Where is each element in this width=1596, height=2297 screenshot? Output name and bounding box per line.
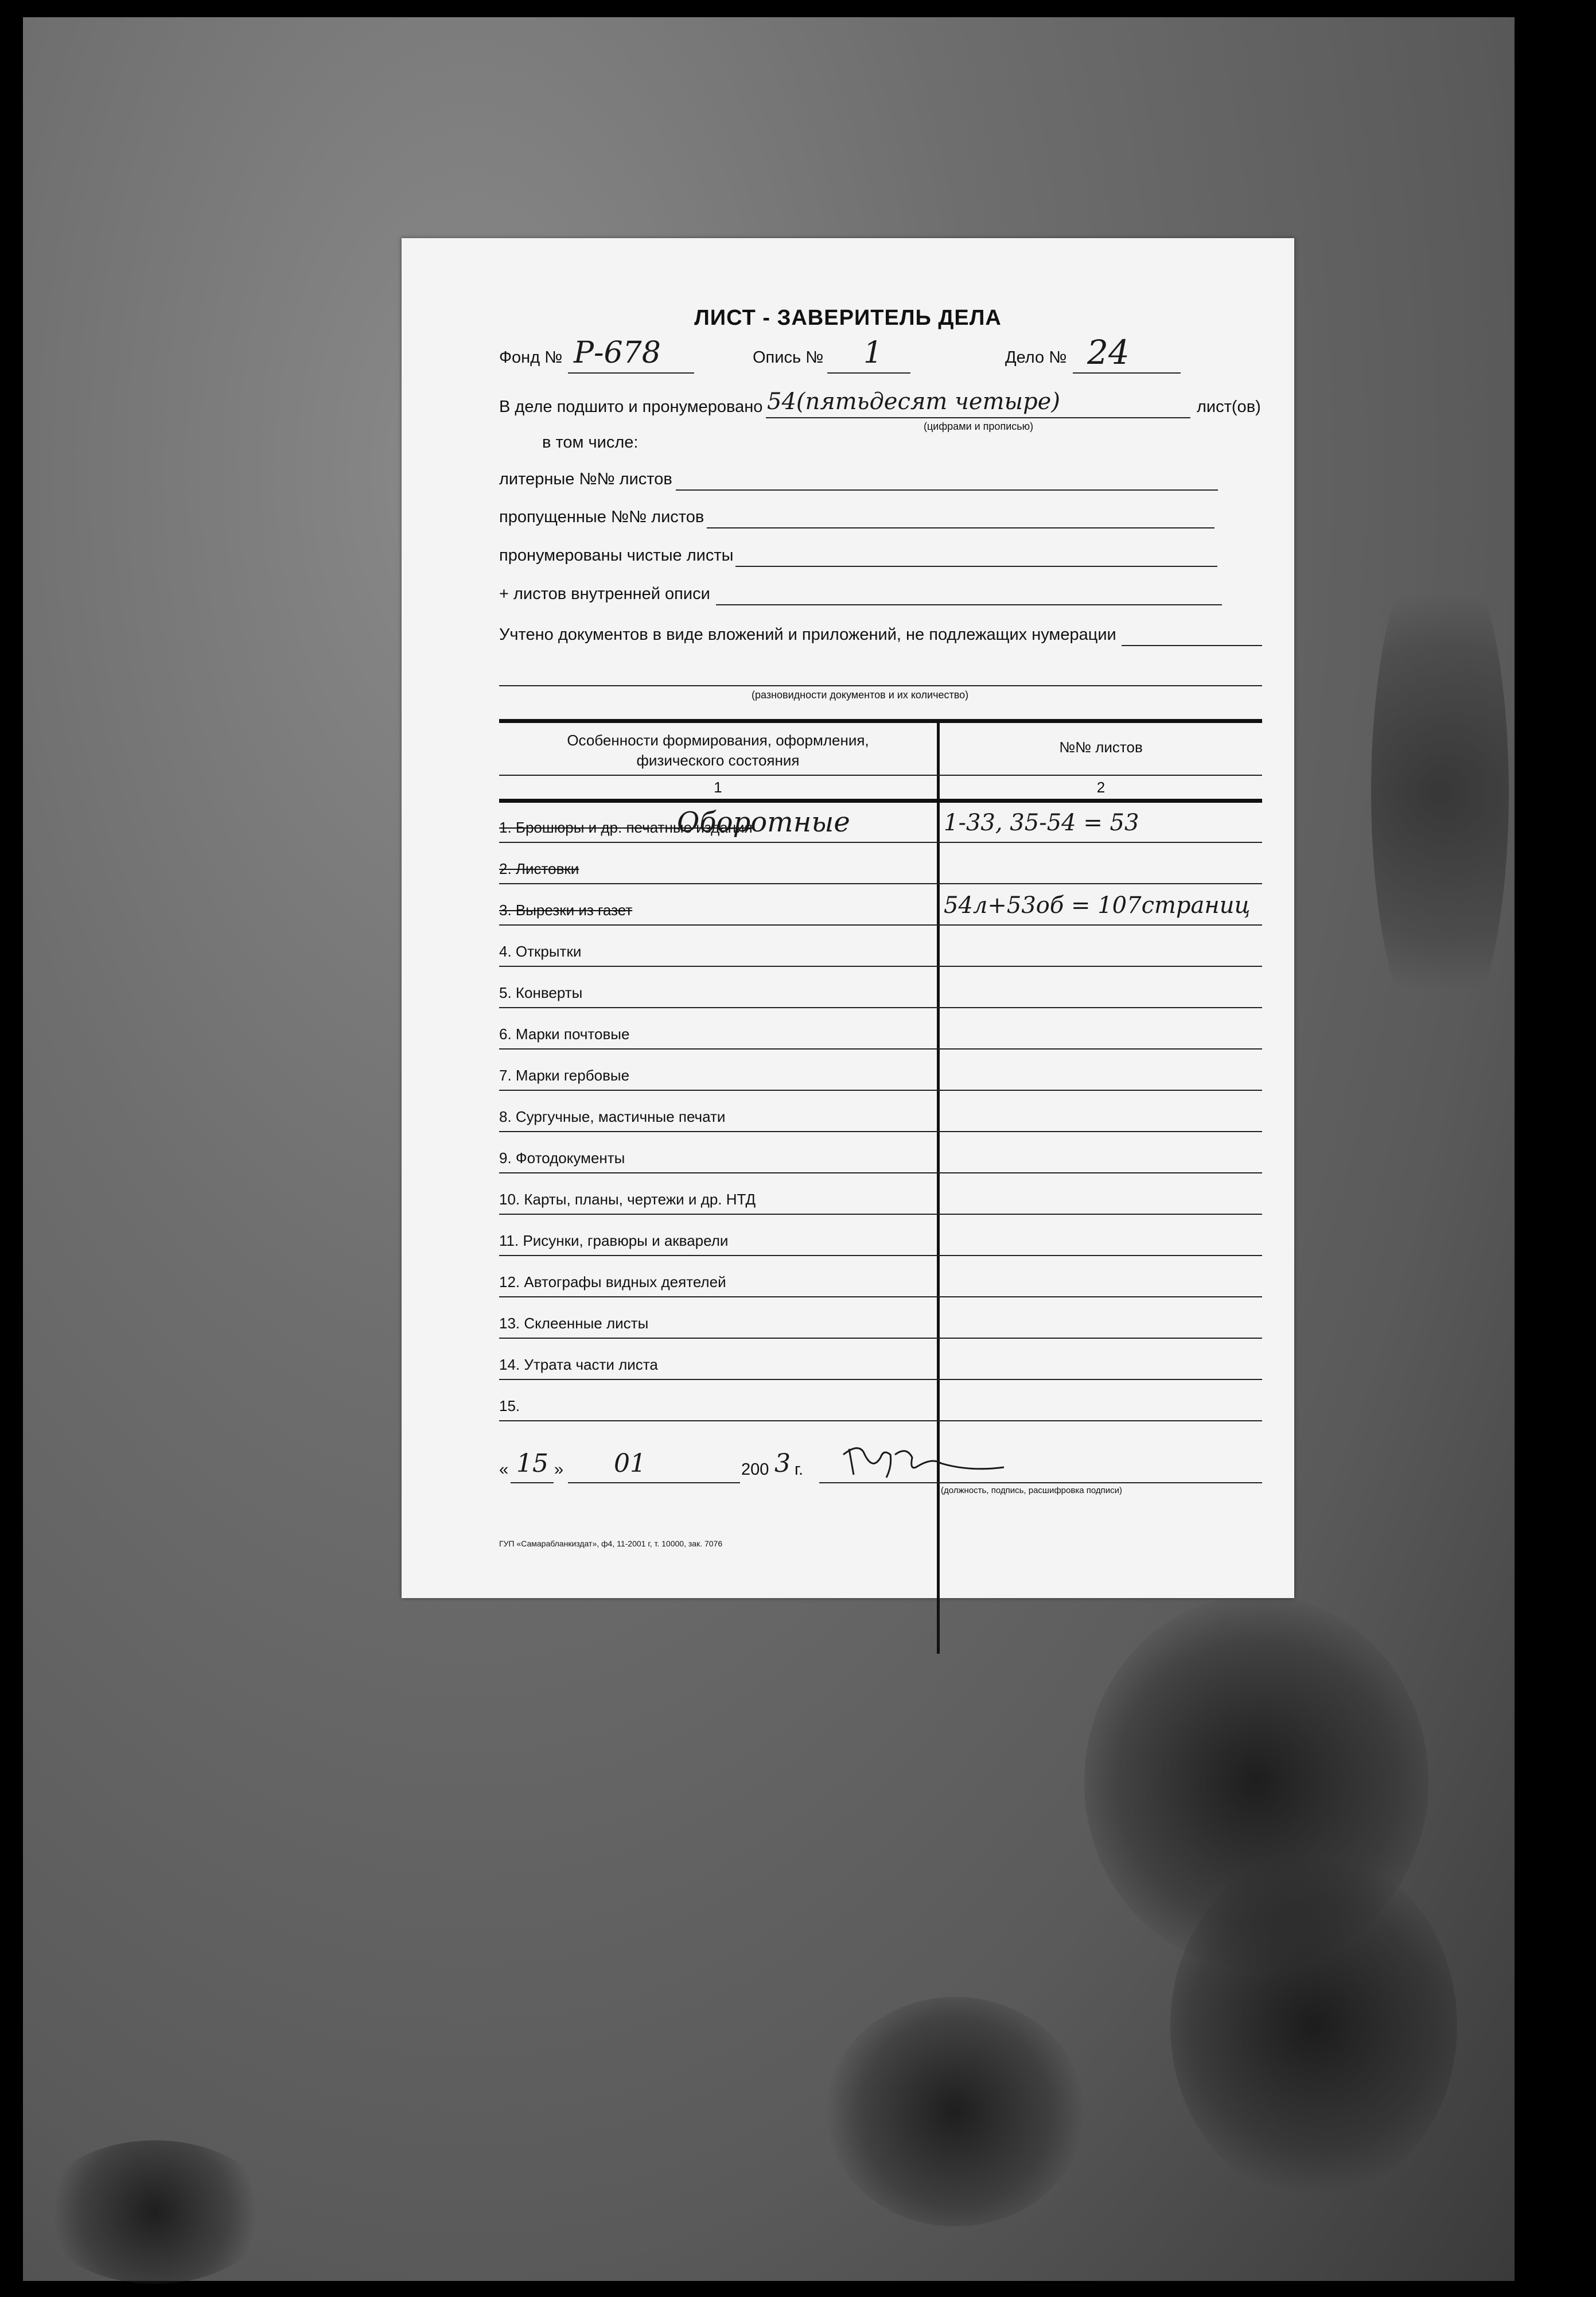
delo-value: 24 xyxy=(1087,333,1130,372)
stain xyxy=(1170,1853,1457,2198)
fond-label: Фонд № xyxy=(499,348,563,367)
row-label: 1. Брошюры и др. печатные издания xyxy=(499,819,753,836)
row-label: 4. Открытки xyxy=(499,943,582,960)
year-prefix: 200 xyxy=(741,1460,769,1479)
quote-close: » xyxy=(554,1460,564,1479)
row-label: 5. Конверты xyxy=(499,984,583,1001)
literal-label: литерные №№ листов xyxy=(499,470,672,488)
stain xyxy=(1371,534,1509,1050)
row-rule xyxy=(499,1296,1262,1297)
podshito-value: 54(пятьдесят четыре) xyxy=(767,388,1060,415)
sign-hint: (должность, подпись, расшифровка подписи) xyxy=(941,1486,1122,1495)
row-rule xyxy=(499,883,1262,884)
delo-label: Дело № xyxy=(1005,348,1067,367)
ucheteno-label: Учтено документов в виде вложений и приложений, не подлежащих нумерации xyxy=(499,625,1116,644)
printer-line: ГУП «Самарабланкиздат», ф4, 11-2001 г, т. 10000, зак. 7076 xyxy=(499,1539,723,1548)
header-rule xyxy=(499,775,1262,776)
row-rule xyxy=(499,1007,1262,1008)
month-line xyxy=(568,1482,740,1483)
row-rule xyxy=(499,1131,1262,1132)
chistye-line xyxy=(735,566,1217,567)
opis-label: Опись № xyxy=(753,348,824,367)
column-divider xyxy=(937,721,940,1654)
fond-value: Р-678 xyxy=(574,336,661,370)
row-label: 12. Автографы видных деятелей xyxy=(499,1273,726,1291)
delo-line xyxy=(1073,372,1181,374)
row-rule xyxy=(499,966,1262,967)
row-label: 14. Утрата части листа xyxy=(499,1356,658,1373)
podshito-label: В деле подшито и пронумеровано xyxy=(499,398,763,416)
col1-header-2: физического состояния xyxy=(636,752,800,769)
chistye-label: пронумерованы чистые листы xyxy=(499,546,734,565)
row-rule xyxy=(499,1338,1262,1339)
date-month: 01 xyxy=(614,1449,646,1478)
propushch-line xyxy=(707,527,1214,528)
row-label: 6. Марки почтовые xyxy=(499,1025,630,1043)
raznovid-hint: (разновидности документов и их количество) xyxy=(752,689,969,701)
listov-suffix: лист(ов) xyxy=(1197,398,1261,416)
opis-line xyxy=(827,372,910,374)
row-value: 54л+53об = 107страниц xyxy=(944,892,1251,919)
certification-sheet xyxy=(402,238,1294,1598)
row-label: 11. Рисунки, гравюры и акварели xyxy=(499,1232,729,1249)
row-label: 2. Листовки xyxy=(499,860,579,877)
row-rule xyxy=(499,1379,1262,1380)
signature-line xyxy=(819,1482,1262,1483)
day-line xyxy=(511,1482,554,1483)
row-rule xyxy=(499,1420,1262,1421)
ucheteno-line xyxy=(1122,645,1262,646)
col1-num: 1 xyxy=(714,779,722,796)
propushch-label: пропущенные №№ листов xyxy=(499,508,704,526)
row-label: 10. Карты, планы, чертежи и др. НТД xyxy=(499,1191,756,1208)
col2-header: №№ листов xyxy=(1059,739,1143,756)
row-rule xyxy=(499,924,1262,926)
vnutr-line xyxy=(716,604,1222,605)
row-label: 7. Марки гербовые xyxy=(499,1067,630,1084)
row-rule xyxy=(499,1048,1262,1050)
row-rule xyxy=(499,1090,1262,1091)
fond-line xyxy=(568,372,694,374)
row-rule xyxy=(499,1172,1262,1173)
stain xyxy=(826,1997,1084,2226)
row-rule xyxy=(499,1214,1262,1215)
podshito-line xyxy=(766,417,1190,418)
literal-line xyxy=(676,489,1218,491)
sheet-title: ЛИСТ - ЗАВЕРИТЕЛЬ ДЕЛА xyxy=(694,306,1002,330)
table-top-rule xyxy=(499,719,1262,723)
date-day: 15 xyxy=(516,1449,548,1478)
v-tom-chisle: в том числе: xyxy=(542,433,639,452)
opis-value: 1 xyxy=(863,336,883,370)
row-label: 9. Фотодокументы xyxy=(499,1149,625,1167)
vnutr-label: + листов внутренней описи xyxy=(499,585,710,603)
row-label: 15. xyxy=(499,1397,520,1414)
col1-header: Особенности формирования, оформления, xyxy=(567,732,869,749)
row-label: 8. Сургучные, мастичные печати xyxy=(499,1108,726,1125)
row-note: Оборотные xyxy=(677,806,850,838)
row-value: 1-33, 35-54 = 53 xyxy=(944,810,1139,836)
row-rule xyxy=(499,1255,1262,1256)
header-bottom-rule xyxy=(499,799,1262,803)
quote-open: « xyxy=(499,1460,509,1479)
signature xyxy=(838,1432,1010,1486)
stain xyxy=(40,2140,270,2284)
podshito-hint: (цифрами и прописью) xyxy=(924,421,1034,432)
row-label: 3. Вырезки из газет xyxy=(499,901,633,919)
year-suffix: г. xyxy=(795,1460,804,1479)
ucheteno-line-2 xyxy=(499,685,1262,686)
row-rule xyxy=(499,842,1262,843)
row-label: 13. Склеенные листы xyxy=(499,1315,649,1332)
year-digit: 3 xyxy=(774,1449,791,1478)
col2-num: 2 xyxy=(1096,779,1105,796)
